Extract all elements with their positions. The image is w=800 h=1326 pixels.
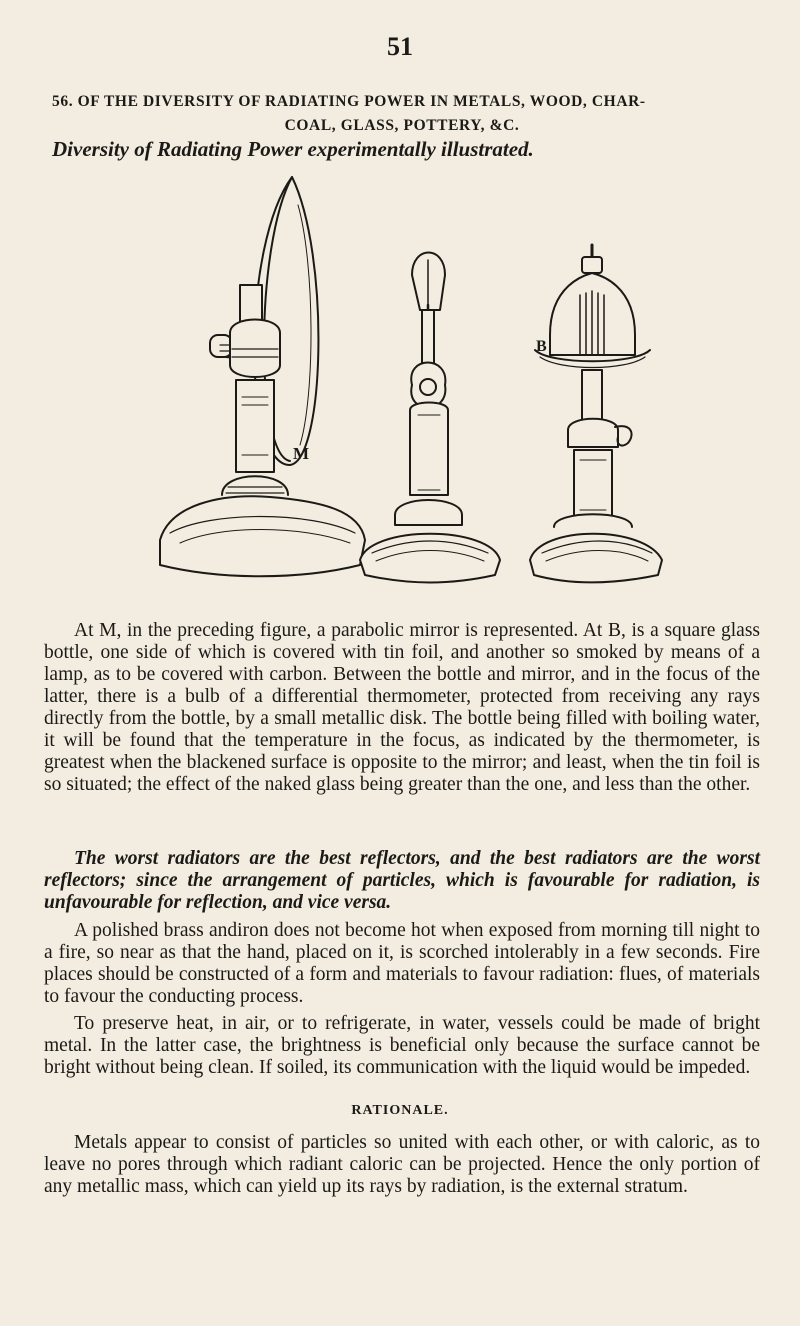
paragraph-radiators-rule: The worst radiators are the best reflectors, and the best radiators are the worst reflectors; since the arrangement of particles, which is favourable for radiation, is unfavourable for reflection, and vice versa. [44,848,760,913]
paragraph-rationale: Metals appear to consist of particles so united with each other, or with caloric, as to leave no pores through which radiant caloric can be projected. Hence the only portion of any metallic mass, which can yield up its rays by radiation, is the external stratum. [44,1132,760,1197]
paragraph-mirror-experiment: At M, in the preceding figure, a parabolic mirror is represented. At B, is a square glass bottle, one side of which is covered with tin foil, and another so smoked by means of a lamp, as to be covered with carbon. Between the bottle and mirror, and in the focus of the latter, there is a bulb of a differential thermometer, protected from receiving any rays directly from the bottle, by a small metallic disk. The bottle being filled with boiling water, it will be found that the temperature in the focus, as indicated by the thermometer, is greatest when the blackened surface is opposite to the mirror; and least, when the tin foil is so situated; the effect of the naked glass being greater than the one, and less than the other. [44,620,760,795]
parabolic-mirror-stand [160,177,365,576]
paragraph-preserve-heat: To preserve heat, in air, or to refrigerate, in water, vessels could be made of bright metal. In the latter case, the brightness is beneficial only because the surface cannot be bright without being clean. If soiled, its communication with the liquid would be impeded. [44,1013,760,1078]
section-heading-line2: COAL, GLASS, POTTERY, &C. [284,117,520,134]
page-number: 51 [387,32,413,61]
label-b: B [536,338,547,355]
section-heading [52,90,752,138]
glass-bottle-stand [530,245,662,583]
thermometer-stand [360,253,500,583]
paragraph-andiron: A polished brass andiron does not become hot when exposed from morning till night to a fire, so near as that the hand, placed on it, is scorched intolerably in a few seconds. Fire places should be constructed of a form and materials to favour radiation: flues, of materials to favour the conducting process. [44,920,760,1007]
apparatus-illustration [150,165,670,605]
rationale-heading: RATIONALE. [351,1103,449,1118]
section-heading-line1: 56. OF THE DIVERSITY OF RADIATING POWER IN METALS, WOOD, CHAR- [52,93,646,110]
section-subtitle: Diversity of Radiating Power experimentally illustrated. [52,137,534,161]
label-m: M [293,444,310,463]
